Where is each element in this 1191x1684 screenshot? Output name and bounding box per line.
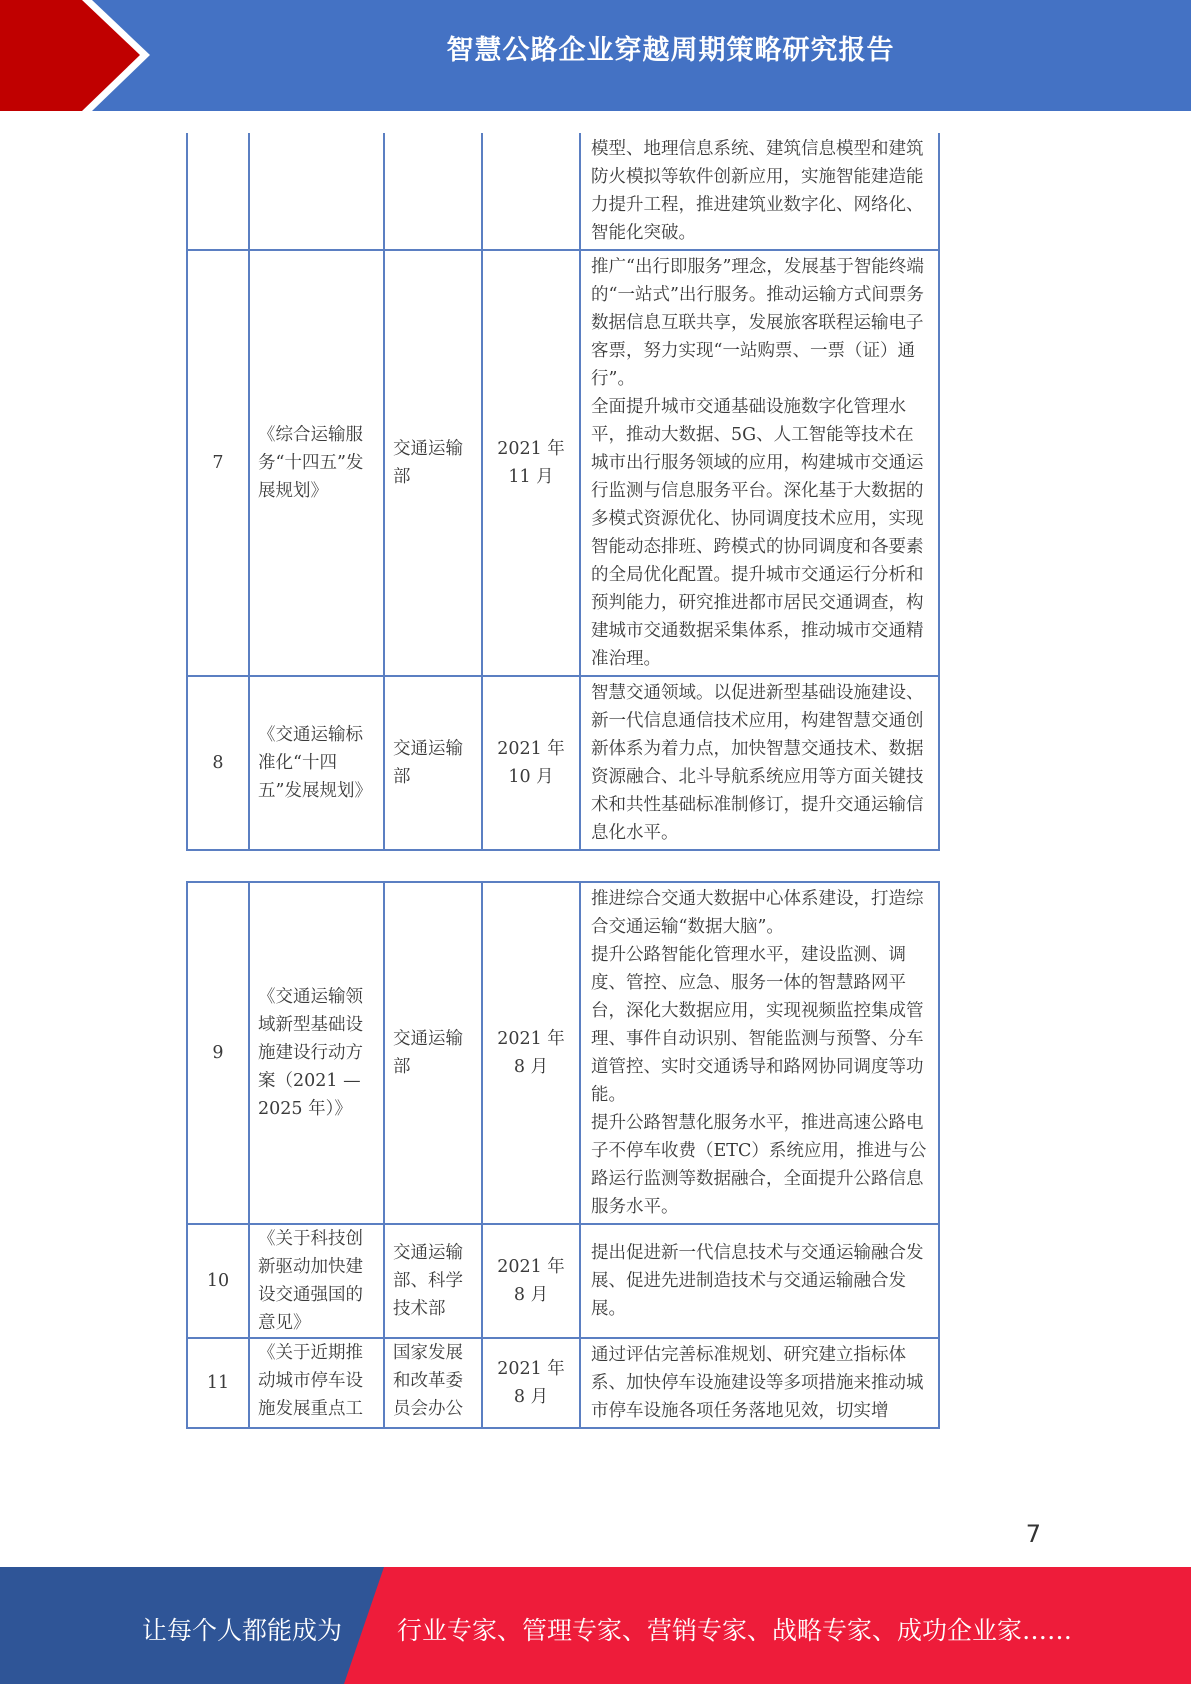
content-cell [580,1338,939,1428]
policy-name-cell: 《综合运输服务“十四五”发展规划》 [249,250,384,676]
content-cell [580,882,939,1224]
report-title: 智慧公路企业穿越周期策略研究报告 [446,35,895,66]
date-cell [482,133,580,250]
content-paragraph: 推进综合交通大数据中心体系建设，打造综合交通运输“数据大脑”。 [591,889,924,937]
date-cell: 2021 年 10 月 [482,676,580,850]
footer-banner [0,1567,1191,1684]
header-chevron-icon [0,0,140,111]
footer-slogan-left: 让每个人都能成为 [142,1616,343,1645]
table-row [187,676,939,850]
content-paragraph: 提出促进新一代信息技术与交通运输融合发展、促进先进制造技术与交通运输融合发展。 [591,1243,924,1319]
content-paragraph: 推广“出行即服务”理念，发展基于智能终端的“一站式”出行服务。推动运输方式间票务数据信息互联共享，发展旅客联程运输电子客票，努力实现“一站购票、一票（证）通行”。 [591,257,924,389]
row-number-cell: 10 [187,1224,249,1338]
table-row [187,133,939,250]
policy-name-cell: 《交通运输标准化“十四五”发展规划》 [249,676,384,850]
department-cell: 交通运输部 [384,676,482,850]
department-cell: 交通运输部、科学技术部 [384,1224,482,1338]
page-number: 7 [1025,1520,1041,1548]
policy-name-cell: 《关于近期推动城市停车设施发展重点工 [249,1338,384,1428]
content-cell [580,250,939,676]
department-cell: 交通运输部 [384,882,482,1224]
department-cell: 国家发展和改革委员会办公 [384,1338,482,1428]
header-banner [0,0,1191,111]
content-cell [580,1224,939,1338]
row-number-cell: 7 [187,250,249,676]
date-cell: 2021 年 11 月 [482,250,580,676]
content-paragraph: 模型、地理信息系统、建筑信息模型和建筑防火模拟等软件创新应用，实施智能建造能力提升工程，推进建筑业数字化、网络化、智能化突破。 [591,139,924,243]
date-cell: 2021 年 8 月 [482,882,580,1224]
content-cell [580,676,939,850]
content-paragraph: 通过评估完善标准规划、研究建立指标体系、加快停车设施建设等多项措施来推动城市停车设施各项任务落地见效，切实增 [591,1345,924,1421]
policy-table-part-2 [186,881,940,1429]
content-cell [580,133,939,250]
content-paragraph: 提升公路智能化管理水平，建设监测、调度、管控、应急、服务一体的智慧路网平台，深化大数据应用，实现视频监控集成管理、事件自动识别、智能监测与预警、分车道管控、实时交通诱导和路网协同调度等功能。 [591,945,924,1105]
table-row [187,882,939,1224]
content-paragraph: 全面提升城市交通基础设施数字化管理水平，推动大数据、5G、人工智能等技术在城市出行服务领域的应用，构建城市交通运行监测与信息服务平台。深化基于大数据的多模式资源优化、协同调度技术应用，实现智能动态排班、跨模式的协同调度和各要素的全局优化配置。提升城市交通运行分析和预判能力，研究推进都市居民交通调查，构建城市交通数据采集体系，推动城市交通精准治理。 [591,397,924,669]
policy-table-part-1 [186,133,940,851]
row-number-cell: 8 [187,676,249,850]
row-number-cell [187,133,249,250]
department-cell [384,133,482,250]
row-number-cell: 11 [187,1338,249,1428]
row-number-cell: 9 [187,882,249,1224]
table-row [187,1224,939,1338]
date-cell: 2021 年 8 月 [482,1224,580,1338]
policy-name-cell [249,133,384,250]
table-row [187,1338,939,1428]
policy-name-cell: 《交通运输领域新型基础设施建设行动方案（2021 — 2025 年）》 [249,882,384,1224]
content-paragraph: 智慧交通领域。以促进新型基础设施建设、新一代信息通信技术应用，构建智慧交通创新体系为着力点，加快智慧交通技术、数据资源融合、北斗导航系统应用等方面关键技术和共性基础标准制修订，提升交通运输信息化水平。 [591,683,924,843]
department-cell: 交通运输部 [384,250,482,676]
date-cell: 2021 年 8 月 [482,1338,580,1428]
policy-name-cell: 《关于科技创新驱动加快建设交通强国的意见》 [249,1224,384,1338]
footer-slogan-right: 行业专家、管理专家、营销专家、战略专家、成功企业家…… [397,1616,1073,1645]
content-paragraph: 提升公路智慧化服务水平，推进高速公路电子不停车收费（ETC）系统应用，推进与公路运行监测等数据融合，全面提升公路信息服务水平。 [591,1113,927,1217]
table-row [187,250,939,676]
